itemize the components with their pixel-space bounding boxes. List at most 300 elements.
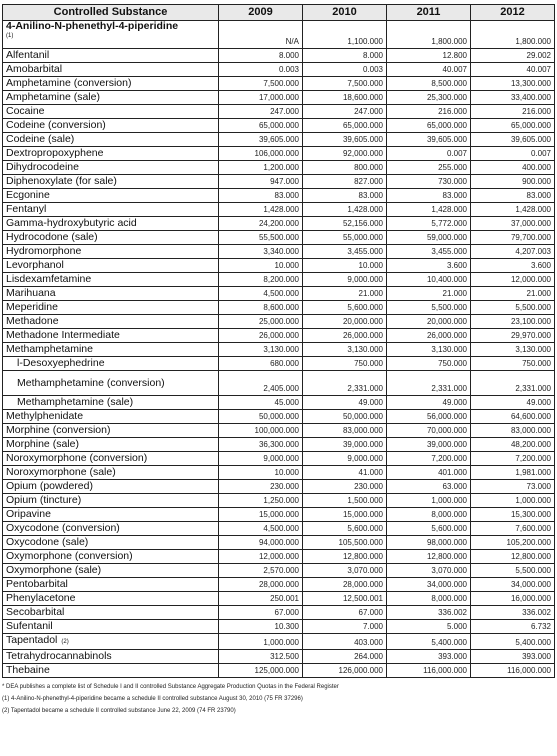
substance-name	[3, 91, 219, 105]
table-row	[3, 508, 555, 522]
quota-value: 55,500.000	[219, 231, 303, 245]
table-row	[3, 664, 555, 678]
substance-label: Morphine (conversion)	[6, 424, 111, 436]
quota-value: 21.000	[471, 287, 555, 301]
quota-value: 216.000	[387, 105, 471, 119]
quota-value: 67.000	[303, 606, 387, 620]
substance-label: Secobarbital	[6, 606, 65, 618]
substance-name	[3, 245, 219, 259]
header-year: 2011	[387, 5, 471, 21]
substance-label: Pentobarbital	[6, 578, 68, 590]
substance-name	[3, 620, 219, 634]
quota-value: 20,000.000	[387, 315, 471, 329]
substance-label: Methylphenidate	[6, 410, 84, 422]
substance-label: Codeine (sale)	[6, 133, 75, 145]
quota-value: 34,000.000	[387, 578, 471, 592]
quota-value: 1,800.000	[471, 21, 555, 49]
substance-name	[3, 273, 219, 287]
substance-label: Amobarbital	[6, 63, 63, 75]
quota-value: 0.007	[471, 147, 555, 161]
table-row	[3, 315, 555, 329]
quota-value: 29,970.000	[471, 329, 555, 343]
table-row	[3, 466, 555, 480]
table-row	[3, 634, 555, 650]
table-row	[3, 357, 555, 371]
substance-name	[3, 119, 219, 133]
quota-value: 1,200.000	[219, 161, 303, 175]
quota-value: 49.000	[387, 396, 471, 410]
quota-value: 83,000.000	[303, 424, 387, 438]
header-substance: Controlled Substance	[3, 5, 219, 21]
quota-value: 230.000	[303, 480, 387, 494]
quota-value: 3,455.000	[387, 245, 471, 259]
quota-value: 41.000	[303, 466, 387, 480]
substance-label: Oxymorphone (sale)	[6, 564, 102, 576]
table-row	[3, 161, 555, 175]
table-row	[3, 287, 555, 301]
quota-value: 10.300	[219, 620, 303, 634]
substance-label: Ecgonine	[6, 189, 50, 201]
substance-name	[3, 508, 219, 522]
table-row	[3, 410, 555, 424]
quota-value: 65,000.000	[219, 119, 303, 133]
substance-name	[3, 133, 219, 147]
quota-value: 900.000	[471, 175, 555, 189]
quota-value: 67.000	[219, 606, 303, 620]
quota-value: 79,700.000	[471, 231, 555, 245]
quota-value: 800.000	[303, 161, 387, 175]
substance-name	[3, 550, 219, 564]
substance-label: Oxycodone (conversion)	[6, 522, 120, 534]
quota-value: 5.000	[387, 620, 471, 634]
quota-value: 116,000.000	[471, 664, 555, 678]
table-row	[3, 592, 555, 606]
quota-value: 947.000	[219, 175, 303, 189]
substance-name	[3, 396, 219, 410]
quota-value: 5,600.000	[387, 522, 471, 536]
substance-label: Fentanyl	[6, 203, 47, 215]
substance-label: Dihydrocodeine	[6, 161, 79, 173]
substance-label: Opium (powdered)	[6, 480, 93, 492]
quota-value: 49.000	[471, 396, 555, 410]
quota-value: 12.800	[387, 49, 471, 63]
quota-value: 7,600.000	[471, 522, 555, 536]
quota-value: 7,200.000	[471, 452, 555, 466]
quota-value: 8,600.000	[219, 301, 303, 315]
quota-value: 400.000	[471, 161, 555, 175]
substance-label: Hydromorphone	[6, 245, 82, 257]
quota-value: 39,000.000	[303, 438, 387, 452]
substance-name	[3, 217, 219, 231]
quota-value: 10,400.000	[387, 273, 471, 287]
quota-value: 40.007	[387, 63, 471, 77]
table-row	[3, 452, 555, 466]
footnotes	[2, 681, 554, 717]
table-row	[3, 217, 555, 231]
quota-value: 33,400.000	[471, 91, 555, 105]
quota-value: 23,100.000	[471, 315, 555, 329]
quota-value: 312.500	[219, 650, 303, 664]
quota-value: 25,000.000	[219, 315, 303, 329]
table-row	[3, 480, 555, 494]
quota-value: 6.732	[471, 620, 555, 634]
quota-value: 7.000	[303, 620, 387, 634]
quota-value: 39,605.000	[387, 133, 471, 147]
substance-label: Noroxymorphone (conversion)	[6, 452, 148, 464]
quota-value: 106,000.000	[219, 147, 303, 161]
table-row	[3, 63, 555, 77]
quota-value: 9,000.000	[219, 452, 303, 466]
quota-value: 2,570.000	[219, 564, 303, 578]
quota-value: 55,000.000	[303, 231, 387, 245]
substance-name	[3, 480, 219, 494]
substance-name	[3, 410, 219, 424]
table-body	[3, 21, 555, 678]
table-row	[3, 147, 555, 161]
quota-value: 15,000.000	[219, 508, 303, 522]
quota-value: 70,000.000	[387, 424, 471, 438]
quota-value: 28,000.000	[303, 578, 387, 592]
substance-label: Methamphetamine (conversion)	[17, 376, 165, 389]
quota-value: 39,605.000	[219, 133, 303, 147]
quota-value: 12,800.000	[303, 550, 387, 564]
substance-name	[3, 315, 219, 329]
quota-value: 12,800.000	[471, 550, 555, 564]
substance-name	[3, 664, 219, 678]
substance-name	[3, 606, 219, 620]
substance-label: Thebaine	[6, 664, 50, 676]
quota-value: 12,500.001	[303, 592, 387, 606]
quota-value: 8,000.000	[387, 592, 471, 606]
table-row	[3, 119, 555, 133]
quota-value: 3,070.000	[303, 564, 387, 578]
substance-name	[3, 105, 219, 119]
quota-value: 403.000	[303, 634, 387, 650]
quota-value: 4,207.003	[471, 245, 555, 259]
substance-label: Methamphetamine	[6, 343, 93, 355]
substance-label: Amphetamine (conversion)	[6, 77, 132, 89]
substance-label: Gamma-hydroxybutyric acid	[6, 217, 137, 229]
quota-value: 8.000	[219, 49, 303, 63]
quota-value: 17,000.000	[219, 91, 303, 105]
table-row	[3, 175, 555, 189]
table-row	[3, 371, 555, 396]
quota-value: 0.007	[387, 147, 471, 161]
quota-value: 16,000.000	[471, 592, 555, 606]
quota-value: 1,428.000	[219, 203, 303, 217]
substance-name	[3, 466, 219, 480]
quota-value: 5,600.000	[303, 301, 387, 315]
table-row	[3, 329, 555, 343]
quota-value: 1,000.000	[387, 494, 471, 508]
quota-value: 65,000.000	[387, 119, 471, 133]
quota-value: 2,331.000	[471, 371, 555, 396]
quota-value: 26,000.000	[387, 329, 471, 343]
substance-label: Meperidine	[6, 301, 58, 313]
quota-value: 63.000	[387, 480, 471, 494]
quota-value: 20,000.000	[303, 315, 387, 329]
quota-value: 12,000.000	[219, 550, 303, 564]
quota-value: 49.000	[303, 396, 387, 410]
quota-value: 5,600.000	[303, 522, 387, 536]
substance-label: Methadone	[6, 315, 59, 327]
quota-value: 83,000.000	[471, 424, 555, 438]
quota-value: 2,331.000	[387, 371, 471, 396]
table-row	[3, 231, 555, 245]
substance-name	[3, 231, 219, 245]
table-row	[3, 343, 555, 357]
quota-value: 7,200.000	[387, 452, 471, 466]
quota-value: 1,981.000	[471, 466, 555, 480]
substance-label: Hydrocodone (sale)	[6, 231, 98, 243]
quota-value: 3,340.000	[219, 245, 303, 259]
substance-name	[3, 21, 219, 49]
quota-value: 336.002	[387, 606, 471, 620]
quota-value: 56,000.000	[387, 410, 471, 424]
quota-value: 10.000	[303, 259, 387, 273]
substance-label: Marihuana	[6, 287, 56, 299]
quota-value: 1,428.000	[387, 203, 471, 217]
substance-name	[3, 578, 219, 592]
substance-label: Diphenoxylate (for sale)	[6, 175, 117, 187]
table-row	[3, 650, 555, 664]
substance-label: Tapentadol	[6, 634, 58, 646]
quota-value: 5,500.000	[387, 301, 471, 315]
table-row	[3, 494, 555, 508]
quota-value: 73.000	[471, 480, 555, 494]
quota-value: 5,500.000	[471, 564, 555, 578]
substance-label: Oxymorphone (conversion)	[6, 550, 133, 562]
substance-name	[3, 438, 219, 452]
quota-value: 83.000	[303, 189, 387, 203]
quota-value: 8.000	[303, 49, 387, 63]
substance-name	[3, 536, 219, 550]
substance-label: Methamphetamine (sale)	[17, 396, 134, 408]
quota-value: 827.000	[303, 175, 387, 189]
quota-value: 10.000	[219, 466, 303, 480]
substance-name	[3, 287, 219, 301]
quota-value: 36,300.000	[219, 438, 303, 452]
substance-label: Tetrahydrocannabinols	[6, 650, 112, 662]
quota-value: 94,000.000	[219, 536, 303, 550]
table-row	[3, 259, 555, 273]
table-row	[3, 424, 555, 438]
substance-name	[3, 343, 219, 357]
quota-value: 83.000	[387, 189, 471, 203]
quota-value: 2,405.000	[219, 371, 303, 396]
quota-value: 12,000.000	[471, 273, 555, 287]
quota-value: 0.003	[219, 63, 303, 77]
quota-value: 15,000.000	[303, 508, 387, 522]
quota-value: 264.000	[303, 650, 387, 664]
table-row	[3, 578, 555, 592]
substance-name	[3, 301, 219, 315]
quota-value: 4,500.000	[219, 287, 303, 301]
quota-value: 50,000.000	[219, 410, 303, 424]
quota-sheet	[2, 4, 554, 717]
quota-value: 3.600	[471, 259, 555, 273]
quota-value: 59,000.000	[387, 231, 471, 245]
table-row	[3, 105, 555, 119]
quota-value: 4,500.000	[219, 522, 303, 536]
quota-value: 48,200.000	[471, 438, 555, 452]
substance-label: Alfentanil	[6, 49, 50, 61]
substance-name	[3, 452, 219, 466]
quota-value: 230.000	[219, 480, 303, 494]
table-row	[3, 550, 555, 564]
table-row	[3, 620, 555, 634]
substance-name	[3, 63, 219, 77]
quota-value: 7,500.000	[303, 77, 387, 91]
quota-value: 15,300.000	[471, 508, 555, 522]
footnote: (2) Tapentadol became a schedule II controlled substance June 22, 2009 (74 FR 23790)	[2, 708, 236, 714]
quota-value: 8,000.000	[387, 508, 471, 522]
header-year: 2012	[471, 5, 555, 21]
footnote-marker: (1)	[6, 33, 14, 39]
quota-value: 28,000.000	[219, 578, 303, 592]
table-row	[3, 245, 555, 259]
quota-table	[2, 4, 555, 678]
quota-value: 26,000.000	[219, 329, 303, 343]
quota-value: 18,600.000	[303, 91, 387, 105]
substance-label: Opium (tincture)	[6, 494, 82, 506]
table-row	[3, 564, 555, 578]
substance-label: Dextropropoxyphene	[6, 147, 104, 159]
quota-value: 1,000.000	[471, 494, 555, 508]
substance-name	[3, 371, 219, 396]
quota-value: 247.000	[303, 105, 387, 119]
substance-name	[3, 49, 219, 63]
quota-value: 105,200.000	[471, 536, 555, 550]
quota-value: 3,130.000	[387, 343, 471, 357]
quota-value: 250.001	[219, 592, 303, 606]
quota-value: 8,200.000	[219, 273, 303, 287]
quota-value: 750.000	[303, 357, 387, 371]
quota-value: 125,000.000	[219, 664, 303, 678]
substance-label: l-Desoxyephedrine	[17, 357, 105, 369]
quota-value: 100,000.000	[219, 424, 303, 438]
table-row	[3, 91, 555, 105]
substance-label: Morphine (sale)	[6, 438, 79, 450]
table-row	[3, 203, 555, 217]
substance-name	[3, 522, 219, 536]
quota-value: 5,400.000	[387, 634, 471, 650]
quota-value: 680.000	[219, 357, 303, 371]
table-row	[3, 606, 555, 620]
substance-name	[3, 494, 219, 508]
quota-value: 5,400.000	[471, 634, 555, 650]
substance-label: Noroxymorphone (sale)	[6, 466, 116, 478]
quota-value: 24,200.000	[219, 217, 303, 231]
quota-value: 105,500.000	[303, 536, 387, 550]
substance-label: Codeine (conversion)	[6, 119, 106, 131]
table-row	[3, 522, 555, 536]
substance-name	[3, 161, 219, 175]
table-row	[3, 396, 555, 410]
quota-value: 12,800.000	[387, 550, 471, 564]
quota-value: 98,000.000	[387, 536, 471, 550]
substance-label: Lisdexamfetamine	[6, 273, 92, 285]
quota-value: 750.000	[387, 357, 471, 371]
table-row	[3, 536, 555, 550]
quota-value: 0.003	[303, 63, 387, 77]
table-row	[3, 133, 555, 147]
substance-name	[3, 357, 219, 371]
quota-value: 1,428.000	[471, 203, 555, 217]
substance-name	[3, 329, 219, 343]
quota-value: 34,000.000	[471, 578, 555, 592]
quota-value: 92,000.000	[303, 147, 387, 161]
quota-value: 83.000	[219, 189, 303, 203]
header-year: 2010	[303, 5, 387, 21]
quota-value: 39,605.000	[303, 133, 387, 147]
footnote-marker: (2)	[61, 639, 69, 645]
quota-value: 3,130.000	[471, 343, 555, 357]
quota-value: 1,000.000	[219, 634, 303, 650]
quota-value: 2,331.000	[303, 371, 387, 396]
quota-value: 3,130.000	[303, 343, 387, 357]
substance-label: Amphetamine (sale)	[6, 91, 100, 103]
quota-value: 39,000.000	[387, 438, 471, 452]
quota-value: 3,455.000	[303, 245, 387, 259]
quota-value: 5,500.000	[471, 301, 555, 315]
substance-name	[3, 564, 219, 578]
substance-name	[3, 592, 219, 606]
quota-value: 37,000.000	[471, 217, 555, 231]
quota-value: 26,000.000	[303, 329, 387, 343]
substance-name	[3, 634, 219, 650]
quota-value: 336.002	[471, 606, 555, 620]
quota-value: 64,600.000	[471, 410, 555, 424]
quota-value: 65,000.000	[303, 119, 387, 133]
quota-value: 750.000	[471, 357, 555, 371]
table-row	[3, 49, 555, 63]
quota-value: 8,500.000	[387, 77, 471, 91]
quota-value: 29.002	[471, 49, 555, 63]
table-row	[3, 301, 555, 315]
quota-value: 3,130.000	[219, 343, 303, 357]
header-row	[3, 5, 555, 21]
table-row	[3, 21, 555, 49]
substance-name	[3, 203, 219, 217]
substance-name	[3, 77, 219, 91]
footnote: (1) 4-Anilino-N-phenethyl-4-piperidine became a schedule II controlled substance August 30, 2010 (75 FR 37296)	[2, 696, 303, 702]
quota-value: 65,000.000	[471, 119, 555, 133]
quota-value: 45.000	[219, 396, 303, 410]
substance-name	[3, 189, 219, 203]
header-year: 2009	[219, 5, 303, 21]
substance-name	[3, 175, 219, 189]
quota-value: 401.000	[387, 466, 471, 480]
quota-value: 52,156.000	[303, 217, 387, 231]
quota-value: 9,000.000	[303, 273, 387, 287]
table-row	[3, 77, 555, 91]
substance-label: Sufentanil	[6, 620, 53, 632]
quota-value: 5,772.000	[387, 217, 471, 231]
quota-value: 3.600	[387, 259, 471, 273]
table-row	[3, 189, 555, 203]
quota-value: 21.000	[387, 287, 471, 301]
quota-value: 247.000	[219, 105, 303, 119]
substance-label: Cocaine	[6, 105, 45, 117]
quota-value: 116,000.000	[387, 664, 471, 678]
quota-value: 9,000.000	[303, 452, 387, 466]
substance-label: 4-Anilino-N-phenethyl-4-piperidine	[6, 20, 179, 32]
quota-value: 13,300.000	[471, 77, 555, 91]
quota-value: 393.000	[387, 650, 471, 664]
footnote: * DEA publishes a complete list of Schedule I and II controlled Substance Aggregate Production Quotas in the Federal Register	[2, 684, 339, 690]
quota-value: 10.000	[219, 259, 303, 273]
